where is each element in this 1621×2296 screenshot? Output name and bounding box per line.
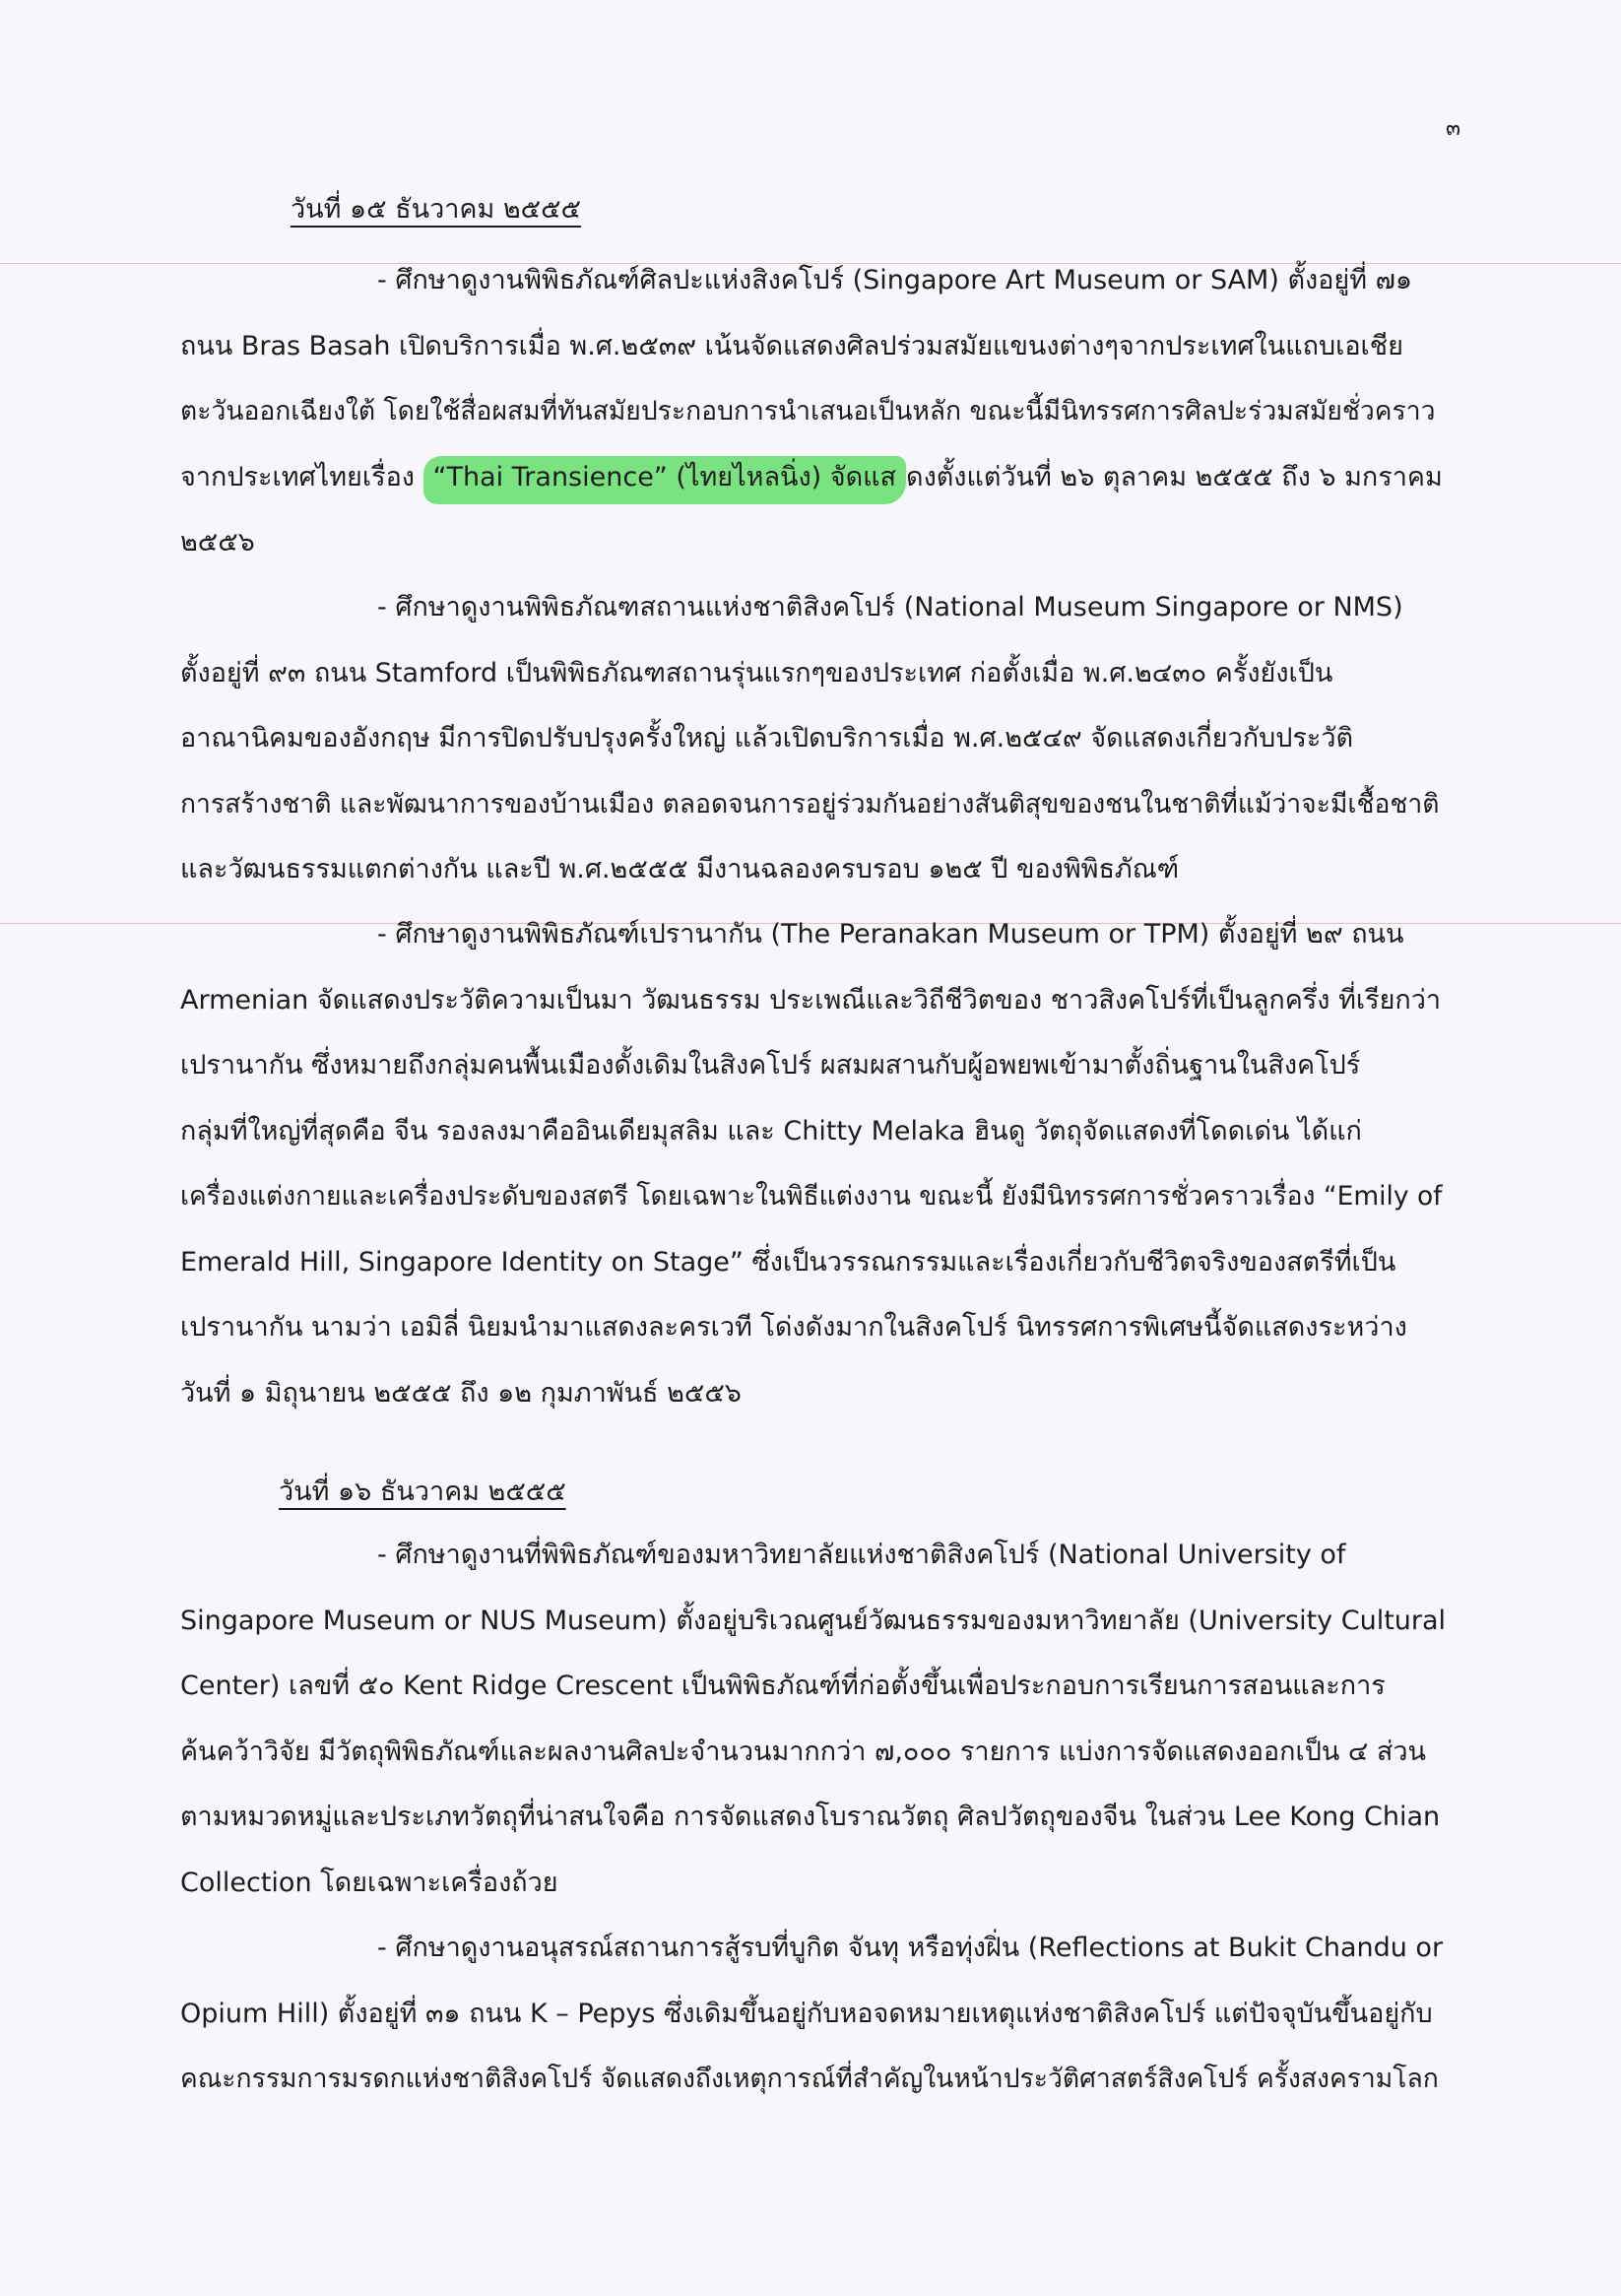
- text-line: - ศึกษาดูงานพิพิธภัณฑสถานแห่งชาติสิงคโปร์ (National Museum Singapore or NMS): [377, 592, 1403, 623]
- text-line: - ศึกษาดูงานอนุสรณ์สถานการสู้รบที่บูกิต จันทุ หรือทุ่งฝิ่น (Reflections at Bukit Chandu or: [377, 1933, 1444, 1963]
- text-line: และวัฒนธรรมแตกต่างกัน และปี พ.ศ.๒๕๕๕ มีงานฉลองครบรอบ ๑๒๕ ปี ของพิพิธภัณฑ์: [180, 854, 1180, 885]
- text-line: กลุ่มที่ใหญ่ที่สุดคือ จีน รองลงมาคืออินเดียมุสลิม และ Chitty Melaka ฮินดู วัตถุจัดแสดงที่โดดเด่น ได้แก่: [180, 1115, 1362, 1147]
- text-line: ค้นคว้าวิจัย มีวัตถุพิพิธภัณฑ์และผลงานศิลปะจำนวนมากกว่า ๗,๐๐๐ รายการ แบ่งการจัดแสดงออกเป็น ๔ ส่วน: [180, 1736, 1426, 1767]
- text-line: Collection โดยเฉพาะเครื่องถ้วย: [180, 1867, 558, 1898]
- text-line: วันที่ ๑ มิถุนายน ๒๕๕๕ ถึง ๑๒ กุมภาพันธ์ ๒๕๕๖: [180, 1377, 742, 1409]
- text-line: ตามหมวดหมู่และประเภทวัตถุที่น่าสนใจคือ การจัดแสดงโบราณวัตถุ ศิลปวัตถุของจีน ในส่วน Lee Kong Chian: [180, 1802, 1441, 1832]
- highlighter-mark: “Thai Transience” (ไทยไหลนิ่ง) จัดแส: [423, 456, 906, 504]
- text-line: คณะกรรมการมรดกแห่งชาติสิงคโปร์ จัดแสดงถึงเหตุการณ์ที่สำคัญในหน้าประวัติศาสตร์สิงคโปร์ ครั้งสงครามโลก: [180, 2064, 1439, 2094]
- text-line: อาณานิคมของอังกฤษ มีการปิดปรับปรุงครั้งใหญ่ แล้วเปิดบริการเมื่อ พ.ศ.๒๕๔๙ จัดแสดงเกี่ยวกับประวัติ: [180, 723, 1354, 754]
- text-line: Center) เลขที่ ๕๐ Kent Ridge Crescent เป็นพิพิธภัณฑ์ที่ก่อตั้งขึ้นเพื่อประกอบการเรียนการสอนและการ: [180, 1671, 1386, 1701]
- date-heading: วันที่ ๑๕ ธันวาคม ๒๕๕๕: [291, 194, 581, 225]
- text-line: ถนน Bras Basah เปิดบริการเมื่อ พ.ศ.๒๕๓๙ เน้นจัดแสดงศิลปร่วมสมัยแขนงต่างๆจากประเทศในแถบเอเชีย: [180, 330, 1403, 361]
- text-line: Opium Hill) ตั้งอยู่ที่ ๓๑ ถนน K – Pepys ซึ่งเดิมขึ้นอยู่กับหอจดหมายเหตุแห่งชาติสิงคโปร์ แต่ปัจจุบันขึ้นอยู่กับ: [180, 1998, 1433, 2029]
- page-number: ๓: [1446, 116, 1461, 141]
- text-line: - ศึกษาดูงานที่พิพิธภัณฑ์ของมหาวิทยาลัยแห่งชาติสิงคโปร์ (National University of: [377, 1540, 1346, 1570]
- text-line: Armenian จัดแสดงประวัติความเป็นมา วัฒนธรรม ประเพณีและวิถีชีวิตของ ชาวสิงคโปร์ที่เป็นลูกครึ่ง ที่เรียกว่า: [180, 984, 1442, 1016]
- text-segment: จากประเทศไทยเรื่อง: [180, 461, 423, 492]
- paragraph-sam: [180, 248, 1451, 576]
- text-line: - ศึกษาดูงานพิพิธภัณฑ์เปรานากัน (The Peranakan Museum or TPM) ตั้งอยู่ที่ ๒๙ ถนน: [377, 919, 1404, 950]
- text-line: - ศึกษาดูงานพิพิธภัณฑ์ศิลปะแห่งสิงคโปร์ (Singapore Art Museum or SAM) ตั้งอยู่ที่ ๗๑: [377, 265, 1413, 295]
- text-line: ๒๕๕๖: [180, 527, 255, 558]
- text-line: Emerald Hill, Singapore Identity on Stage” ซึ่งเป็นวรรณกรรมและเรื่องเกี่ยวกับชีวิตจริงของสตรีที่เป็น: [180, 1246, 1396, 1278]
- text-line: การสร้างชาติ และพัฒนาการของบ้านเมือง ตลอดจนการอยู่ร่วมกันอย่างสันติสุขของชนในชาติที่แม้ว่าจะมีเชื้อชาติ: [180, 788, 1440, 820]
- text-line: เปรานากัน นามว่า เอมิลี่ นิยมนำมาแสดงละครเวที โด่งดังมากในสิงคโปร์ นิทรรศการพิเศษนี้จัดแสดงระหว่าง: [180, 1312, 1407, 1343]
- text-line: Singapore Museum or NUS Museum) ตั้งอยู่บริเวณศูนย์วัฒนธรรมของมหาวิทยาลัย (University Cultural: [180, 1605, 1447, 1636]
- text-line: ตะวันออกเฉียงใต้ โดยใช้สื่อผสมที่ทันสมัยประกอบการนำเสนอเป็นหลัก ขณะนี้มีนิทรรศการศิลปะร่วมสมัยชั่วคราว: [180, 396, 1436, 426]
- text-line: ตั้งอยู่ที่ ๙๓ ถนน Stamford เป็นพิพิธภัณฑสถานรุ่นแรกๆของประเทศ ก่อตั้งเมื่อ พ.ศ.๒๔๓๐ ครั้งยังเป็น: [180, 657, 1333, 689]
- paragraph-bukit-chandu: [180, 1916, 1451, 2113]
- paragraph-nus-museum: [180, 1523, 1451, 1916]
- text-line: เครื่องแต่งกายและเครื่องประดับของสตรี โดยเฉพาะในพิธีแต่งงาน ขณะนี้ ยังมีนิทรรศการชั่วคราวเรื่อง “Emily of: [180, 1181, 1443, 1212]
- text-line: เปรานากัน ซึ่งหมายถึงกลุ่มคนพื้นเมืองดั้งเดิมในสิงคโปร์ ผสมผสานกับผู้อพยพเข้ามาตั้งถิ่นฐานในสิงคโปร์: [180, 1050, 1361, 1081]
- paragraph-nms: [180, 575, 1451, 903]
- paragraph-tpm: [180, 902, 1451, 1426]
- date-heading: วันที่ ๑๖ ธันวาคม ๒๕๕๕: [279, 1476, 566, 1507]
- text-line: [180, 445, 1451, 511]
- text-segment: ดงตั้งแต่วันที่ ๒๖ ตุลาคม ๒๕๕๕ ถึง ๖ มกราคม: [906, 461, 1443, 492]
